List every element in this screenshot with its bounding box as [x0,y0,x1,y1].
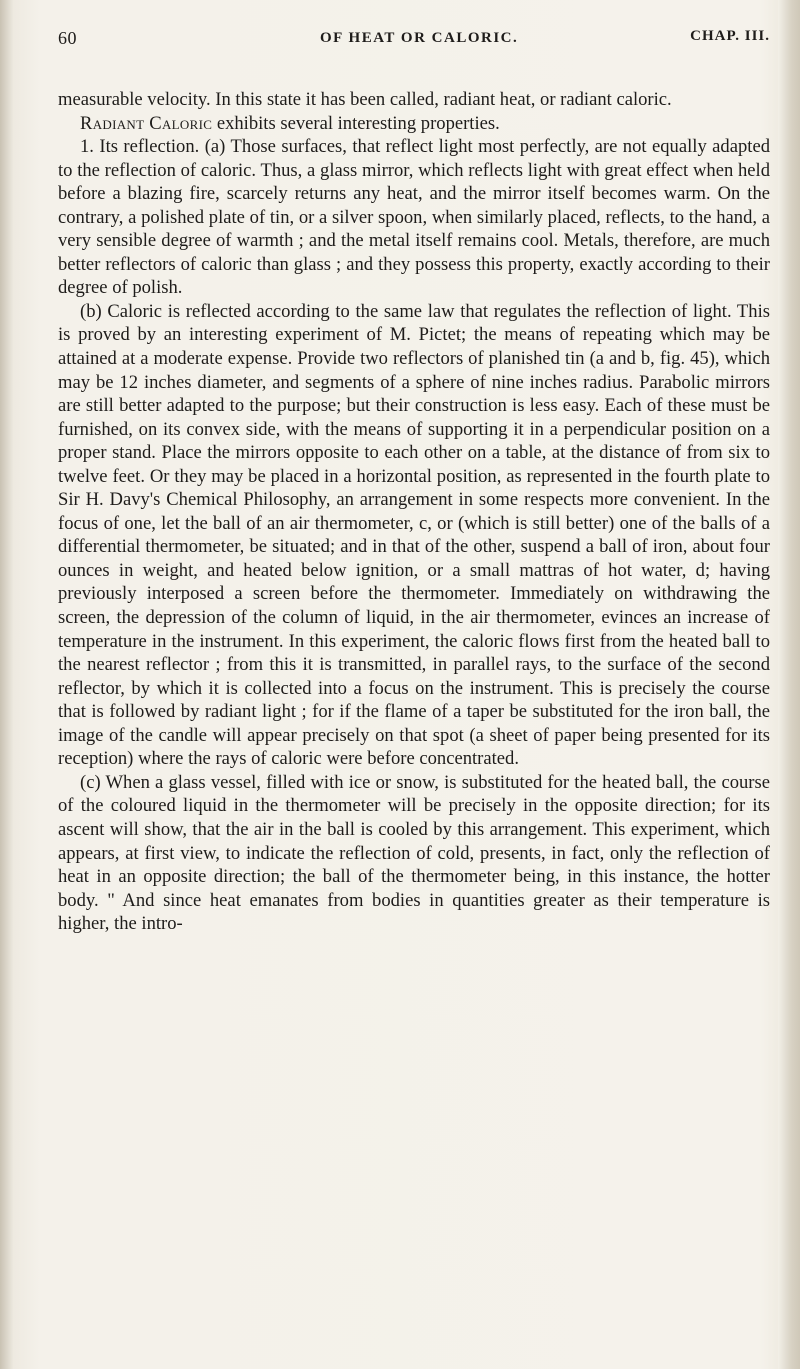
paragraph-body: exhibits several interesting properties. [212,112,500,134]
paragraph-reflection: 1. Its reflection. (a) Those surfaces, that reflect light most perfectly, are not equally adapted to the reflection of caloric. Thus, a glass mirror, which reflects light with great effect when held before a blazing fire, scarcely returns any heat, and the mirror itself becomes warm. On the contrary, a polished plate of tin, or a silver spoon, when similarly placed, reflects, to the hand, a very sensible degree of warmth ; and the metal itself remains cool. Metals, therefore, are much better reflectors of caloric than glass ; and they possess this property, exactly according to their degree of polish. [58,136,770,299]
page-gutter-left [0,0,14,1369]
body-text [58,88,770,936]
running-title: OF HEAT OR CALORIC. [320,30,519,46]
paragraph-experiment: (b) Caloric is reflected according to the same law that regulates the reflection of light. This is proved by an interesting experiment of M. Pictet; the means of repeating which may be attained at a moderate expense. Provide two reflectors of planished tin (a and b, fig. 45), which may be 12 inches diameter, and segments of a sphere of nine inches radius. Parabolic mirrors are still better adapted to the purpose; but their construction is less easy. Each of these must be furnished, on its convex side, with the means of supporting it in a perpendicular position on a proper stand. Place the mirrors opposite to each other on a table, at the distance of from six to twelve feet. Or they may be placed in a horizontal position, as represented in the fourth plate to Sir H. Davy's Chemical Philosophy, an arrangement in some respects more convenient. In the focus of one, let the ball of an air thermometer, c, or (which is still better) one of the balls of a differential thermometer, be situated; and in that of the other, suspend a ball of iron, about four ounces in weight, and heated below ignition, or a small mattras of hot water, d; having previously interposed a screen before the thermometer. Immediately on withdrawing the screen, the depression of the column of liquid, in the air thermometer, evinces an increase of temperature in the instrument. In this experiment, the caloric flows first from the heated ball to the nearest reflector ; from this it is transmitted, in parallel rays, to the surface of the second reflector, by which it is collected into a focus on the instrument. This is precisely the course that is followed by radiant light ; for if the flame of a taper be substituted for the iron ball, the image of the candle will appear precisely on that spot (a sheet of paper being presented for its reception) where the rays of caloric were before concentrated. [58,300,770,770]
running-head [58,22,770,52]
chapter-label: CHAP. III. [690,28,770,44]
paragraph-cold: (c) When a glass vessel, filled with ice or snow, is substituted for the heated ball, the course of the coloured liquid in the thermometer will be precisely in the opposite direction; for its ascent will show, that the air in the ball is cooled by this arrangement. This experiment, which appears, at first view, to indicate the reflection of cold, presents, in fact, only the reflection of heat in an opposite direction; the ball of the thermometer being, in this instance, the hotter body. " And since heat emanates from bodies in quantities greater as their temperature is higher, the intro- [58,771,770,935]
page-number: 60 [58,28,77,48]
paragraph-lead: Radiant Caloric [80,112,213,134]
page-edge-right [778,0,800,1369]
paragraph-continuation: measurable velocity. In this state it has been called, radiant heat, or radiant caloric. [58,89,672,110]
paragraph-radiant-caloric [58,112,770,136]
